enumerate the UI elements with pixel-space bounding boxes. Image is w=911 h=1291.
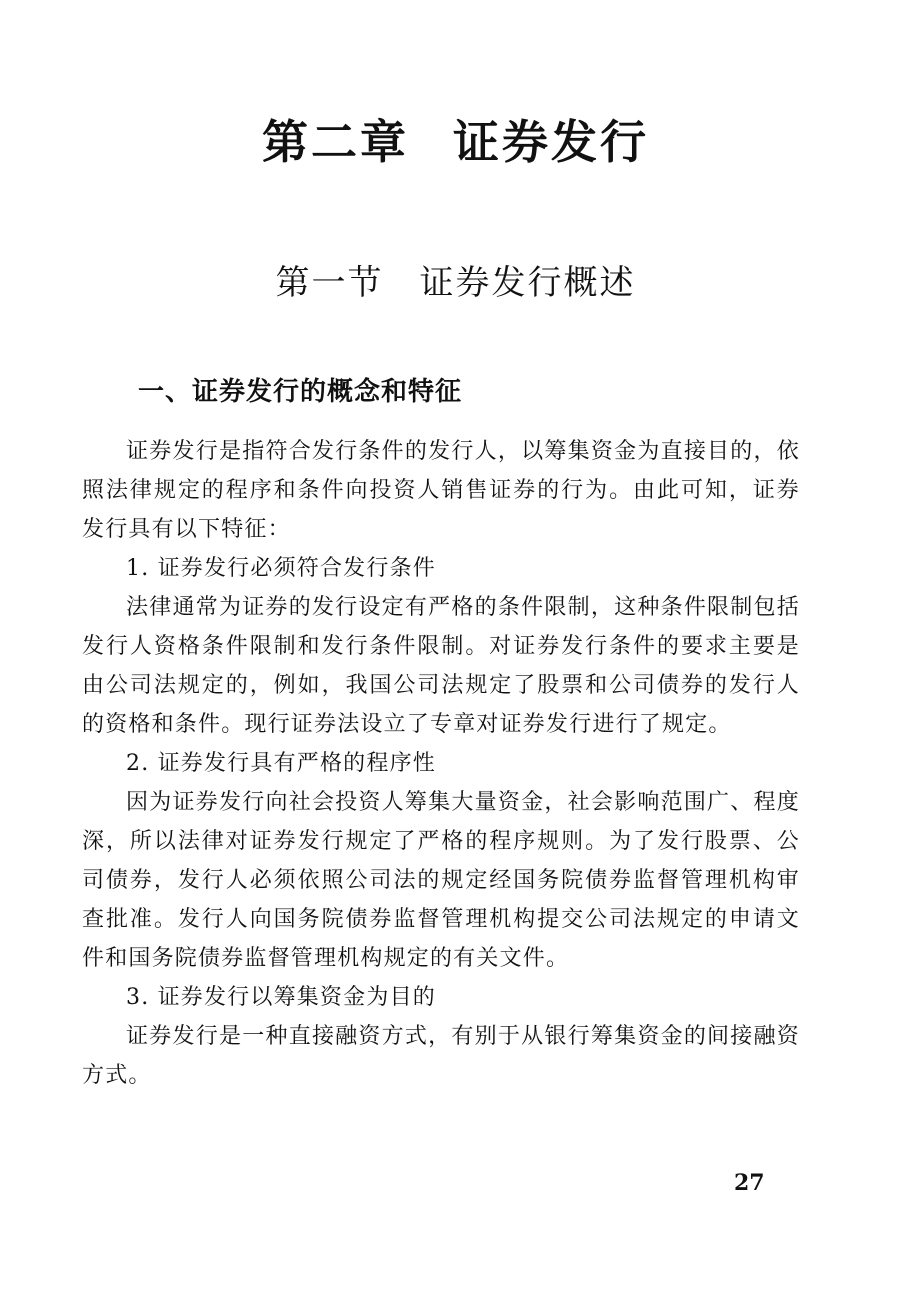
section-label: 第一节 [275, 263, 384, 303]
paragraph-3: 证券发行是一种直接融资方式，有别于从银行筹集资金的间接融资方式。 [82, 1024, 800, 1088]
chapter-label: 第二章 [262, 115, 409, 169]
paragraph-1: 法律通常为证券的发行设定有严格的条件限制，这种条件限制包括发行人资格条件限制和发行条件限制。对证券发行条件的要求主要是由公司法规定的，例如，我国公司法规定了股票和公司债券的发行人的资格和条件。现行证券法设立了专章对证券发行进行了规定。 [82, 595, 800, 737]
body-text [82, 432, 800, 1095]
section-title-text: 证券发行概述 [419, 263, 636, 303]
list-item-heading-3: 3. 证券发行以筹集资金为目的 [126, 985, 436, 1010]
paragraph-intro: 证券发行是指符合发行条件的发行人，以筹集资金为直接目的，依照法律规定的程序和条件向投资人销售证券的行为。由此可知，证券发行具有以下特征： [82, 439, 800, 542]
list-item-heading-1: 1. 证券发行必须符合发行条件 [126, 556, 436, 581]
chapter-title [0, 112, 911, 172]
page-number: 27 [734, 1170, 765, 1196]
chapter-title-text: 证券发行 [453, 115, 649, 169]
list-item-heading-2: 2. 证券发行具有严格的程序性 [126, 751, 436, 776]
paragraph-2: 因为证券发行向社会投资人筹集大量资金，社会影响范围广、程度深，所以法律对证券发行规定了严格的程序规则。为了发行股票、公司债券，发行人必须依照公司法的规定经国务院债券监督管理机构审查批准。发行人向国务院债券监督管理机构提交公司法规定的申请文件和国务院债券监督管理机构规定的有关文件。 [82, 790, 800, 971]
subsection-title: 一、证券发行的概念和特征 [138, 377, 463, 407]
section-title [0, 258, 911, 308]
